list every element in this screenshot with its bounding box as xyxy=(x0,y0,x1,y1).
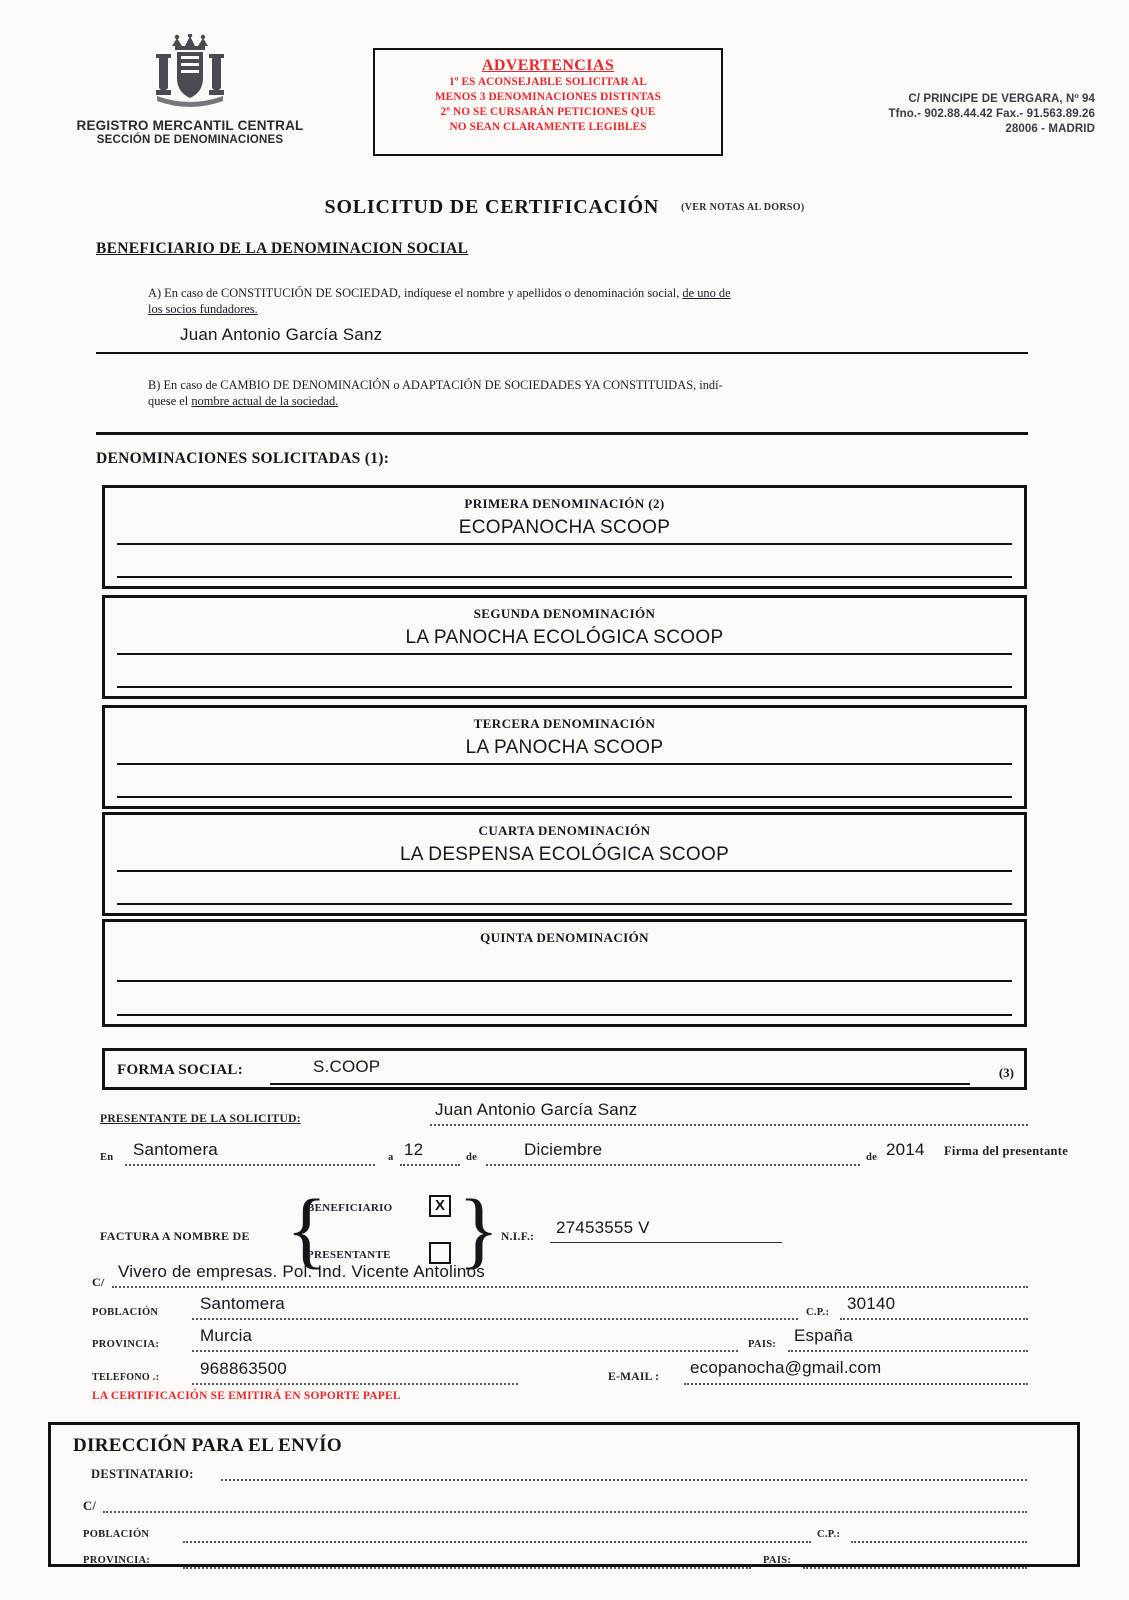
soporte-papel-note: LA CERTIFICACIÓN SE EMITIRÁ EN SOPORTE PAPEL xyxy=(92,1390,401,1402)
advertencias-title: ADVERTENCIAS xyxy=(481,57,615,74)
nif-label: N.I.F.: xyxy=(501,1231,535,1243)
envio-pais-dotline xyxy=(803,1567,1027,1569)
option-a-text xyxy=(148,286,1028,317)
envio-pais-label: PAIS: xyxy=(763,1555,792,1566)
address-line-phone: Tfno.- 902.88.44.42 Fax.- 91.563.89.26 xyxy=(888,108,1095,120)
address-line-city: 28006 - MADRID xyxy=(1005,123,1095,135)
forma-social-box xyxy=(102,1048,1027,1090)
domicilio-cp-dotline xyxy=(840,1318,1028,1320)
forma-social-rule xyxy=(270,1083,970,1085)
option-a-text-main: A) En caso de CONSTITUCIÓN DE SOCIEDAD, indíquese el nombre y apellidos o denominación social, xyxy=(148,286,683,300)
option-a-underline-1: de uno de xyxy=(682,286,731,300)
denominacion-box-3 xyxy=(102,705,1027,809)
option-b-text-main: B) En caso de CAMBIO DE DENOMINACIÓN o ADAPTACIÓN DE SOCIEDADES YA CONSTITUIDAS, indí- xyxy=(148,378,723,392)
direccion-envio-box xyxy=(48,1422,1080,1567)
year-value[interactable]: 2014 xyxy=(886,1140,925,1159)
factura-presentante-checkbox[interactable] xyxy=(429,1242,451,1264)
organization-identity xyxy=(40,34,340,146)
document-header xyxy=(40,34,1095,174)
firma-presentante-label: Firma del presentante xyxy=(944,1144,1069,1158)
domicilio-email-dotline xyxy=(684,1383,1028,1385)
denominacion-value-1[interactable]: ECOPANOCHA SCOOP xyxy=(458,517,671,538)
document-title-row xyxy=(0,196,1129,219)
denominacion-label-5: QUINTA DENOMINACIÓN xyxy=(480,930,649,945)
nif-rule xyxy=(550,1242,782,1243)
a-label: a xyxy=(388,1152,394,1163)
denominacion-rule-3a xyxy=(117,763,1012,765)
denominacion-rule-3b xyxy=(117,796,1012,798)
advertencias-line-4: NO SEAN CLARAMENTE LEGIBLES xyxy=(449,121,647,133)
option-b-text xyxy=(148,378,1028,409)
domicilio-provincia-dotline xyxy=(192,1350,738,1352)
page-title-note: (VER NOTAS AL DORSO) xyxy=(681,202,805,213)
domicilio-email-value[interactable]: ecopanocha@gmail.com xyxy=(690,1358,882,1377)
option-a-underline-2: los socios fundadores. xyxy=(148,301,258,316)
forma-social-value[interactable]: S.COOP xyxy=(313,1057,381,1076)
direccion-envio-title: DIRECCIÓN PARA EL ENVÍO xyxy=(73,1435,342,1456)
option-a-value-input[interactable]: Juan Antonio García Sanz xyxy=(180,325,383,344)
month-dotline xyxy=(486,1164,860,1166)
denominacion-rule-5b xyxy=(117,1014,1012,1016)
domicilio-telefono-label: TELEFONO .: xyxy=(92,1372,160,1383)
denominacion-value-3[interactable]: LA PANOCHA SCOOP xyxy=(465,737,664,758)
domicilio-telefono-value[interactable]: 968863500 xyxy=(200,1359,287,1378)
forma-social-note: (3) xyxy=(998,1065,1014,1080)
domicilio-poblacion-label: POBLACIÓN xyxy=(92,1307,159,1318)
factura-beneficiario-label: BENEFICIARIO xyxy=(307,1202,393,1214)
denominacion-rule-1a xyxy=(117,543,1012,545)
day-dotline xyxy=(400,1164,460,1166)
envio-provincia-label: PROVINCIA: xyxy=(83,1555,151,1566)
factura-beneficiario-checkbox[interactable]: X xyxy=(429,1195,451,1217)
section-heading-beneficiario: BENEFICIARIO DE LA DENOMINACION SOCIAL xyxy=(96,240,469,257)
spanish-coat-of-arms-icon xyxy=(153,34,227,116)
denominacion-label-2: SEGUNDA DENOMINACIÓN xyxy=(473,606,656,621)
factura-presentante-label: PRESENTANTE xyxy=(307,1249,391,1261)
registry-address xyxy=(889,92,1095,137)
denominacion-box-5 xyxy=(102,919,1027,1027)
org-name-line1: REGISTRO MERCANTIL CENTRAL xyxy=(76,118,304,133)
denominacion-box-1 xyxy=(102,485,1027,589)
denominacion-rule-4a xyxy=(117,870,1012,872)
domicilio-cp-value[interactable]: 30140 xyxy=(847,1294,896,1313)
envio-calle-dotline xyxy=(103,1511,1027,1513)
domicilio-poblacion-value[interactable]: Santomera xyxy=(200,1294,285,1313)
domicilio-calle-value[interactable]: Vivero de empresas. Pol. Ind. Vicente Antolinos xyxy=(118,1262,485,1281)
denominacion-label-3: TERCERA DENOMINACIÓN xyxy=(473,716,656,731)
brace-left-icon: { xyxy=(286,1181,328,1277)
envio-cp-dotline xyxy=(851,1541,1027,1543)
advertencias-box xyxy=(373,48,723,156)
envio-destinatario-dotline xyxy=(221,1479,1027,1481)
domicilio-telefono-dotline xyxy=(192,1383,518,1385)
option-b-text-mid: quese el xyxy=(148,393,192,408)
denominacion-value-2[interactable]: LA PANOCHA ECOLÓGICA SCOOP xyxy=(405,627,724,648)
presentante-value[interactable]: Juan Antonio García Sanz xyxy=(435,1100,638,1119)
section-heading-denominaciones: DENOMINACIONES SOLICITADAS (1): xyxy=(96,450,390,467)
envio-poblacion-dotline xyxy=(183,1541,811,1543)
forma-social-label: FORMA SOCIAL: xyxy=(117,1062,243,1078)
en-label: En xyxy=(100,1152,114,1163)
option-b-underline-rule xyxy=(96,432,1028,435)
advertencias-line-3: 2º NO SE CURSARÁN PETICIONES QUE xyxy=(440,106,656,118)
domicilio-pais-dotline xyxy=(788,1350,1028,1352)
domicilio-pais-value[interactable]: España xyxy=(794,1326,853,1345)
envio-poblacion-label: POBLACIÓN xyxy=(83,1529,150,1540)
domicilio-email-label: E-MAIL : xyxy=(608,1371,660,1383)
de-label-1: de xyxy=(466,1152,478,1163)
denominacion-box-2 xyxy=(102,595,1027,699)
en-value[interactable]: Santomera xyxy=(133,1140,218,1159)
denominacion-rule-1b xyxy=(117,576,1012,578)
page-title: SOLICITUD DE CERTIFICACIÓN xyxy=(324,196,660,218)
denominacion-label-1: PRIMERA DENOMINACIÓN (2) xyxy=(464,496,665,511)
envio-provincia-dotline xyxy=(183,1567,751,1569)
de-label-2: de xyxy=(866,1152,878,1163)
presentante-label: PRESENTANTE DE LA SOLICITUD: xyxy=(100,1113,301,1125)
option-b-underline: nombre actual de la sociedad. xyxy=(191,393,339,408)
month-value[interactable]: Diciembre xyxy=(524,1140,603,1159)
day-value[interactable]: 12 xyxy=(404,1140,424,1159)
en-dotline xyxy=(125,1164,375,1166)
denominacion-label-4: CUARTA DENOMINACIÓN xyxy=(478,823,651,838)
domicilio-cp-label: C.P.: xyxy=(806,1307,830,1318)
denominacion-rule-2b xyxy=(117,686,1012,688)
domicilio-provincia-value[interactable]: Murcia xyxy=(200,1326,253,1345)
denominacion-value-4[interactable]: LA DESPENSA ECOLÓGICA SCOOP xyxy=(399,844,730,865)
advertencias-line-2: MENOS 3 DENOMINACIONES DISTINTAS xyxy=(434,91,662,103)
denominacion-box-4 xyxy=(102,812,1027,916)
presentante-dotline xyxy=(430,1124,1028,1126)
domicilio-calle-dotline xyxy=(112,1286,1028,1288)
denominacion-rule-2a xyxy=(117,653,1012,655)
org-name-line2: SECCIÓN DE DENOMINACIONES xyxy=(96,134,284,146)
envio-cp-label: C.P.: xyxy=(817,1529,841,1540)
domicilio-provincia-label: PROVINCIA: xyxy=(92,1339,160,1350)
advertencias-line-1: 1º ES ACONSEJABLE SOLICITAR AL xyxy=(449,76,647,88)
domicilio-pais-label: PAIS: xyxy=(748,1339,777,1350)
envio-calle-label: C/ xyxy=(83,1499,97,1513)
domicilio-poblacion-dotline xyxy=(192,1318,798,1320)
option-a-underline-rule xyxy=(96,352,1028,354)
denominacion-rule-4b xyxy=(117,903,1012,905)
envio-destinatario-label: DESTINATARIO: xyxy=(91,1467,194,1481)
address-line-street: C/ PRINCIPE DE VERGARA, Nº 94 xyxy=(908,93,1095,105)
denominacion-rule-5a xyxy=(117,980,1012,982)
brace-right-icon: } xyxy=(458,1181,500,1277)
nif-value[interactable]: 27453555 V xyxy=(556,1218,650,1237)
factura-label: FACTURA A NOMBRE DE xyxy=(100,1229,250,1243)
domicilio-calle-label: C/ xyxy=(92,1275,105,1289)
